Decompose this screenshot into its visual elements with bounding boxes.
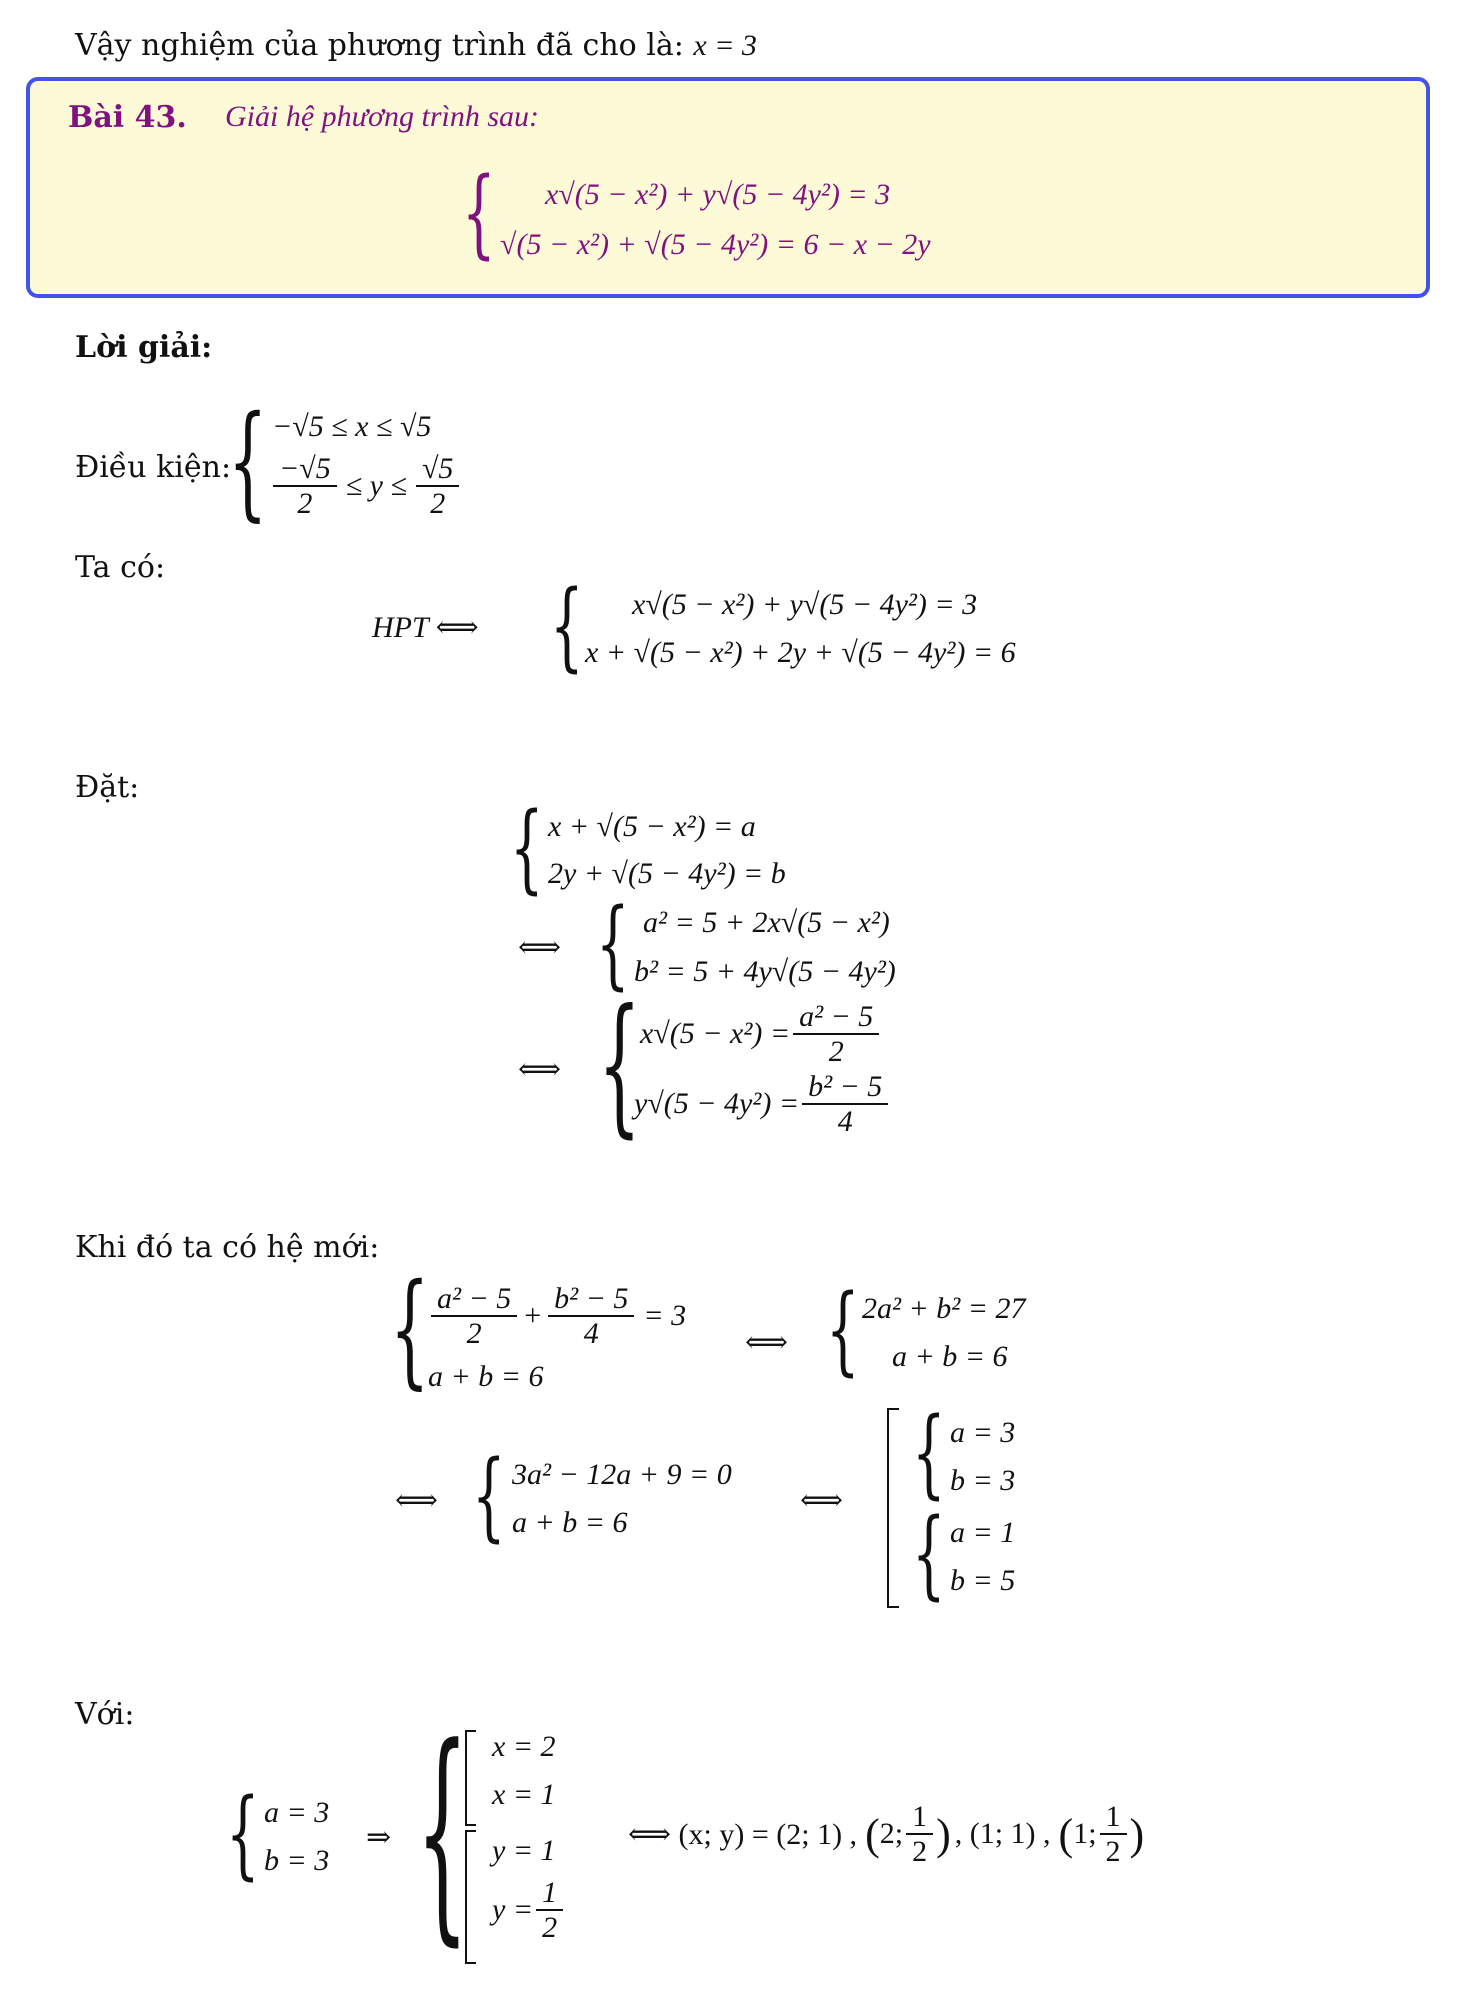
problem-prompt: Giải hệ phương trình sau: — [225, 100, 540, 133]
iff-4: ⟺ — [395, 1484, 439, 1517]
prod-eq2-den: 4 — [837, 1105, 853, 1138]
condition-2 — [270, 452, 462, 520]
with-big-brace: { — [416, 1699, 469, 1966]
q-eq1: 3a² − 12a + 9 = 0 — [512, 1458, 732, 1491]
iff-2: ⟺ — [518, 1053, 562, 1086]
taco-label: Ta có: — [75, 550, 166, 585]
dat-label: Đặt: — [75, 770, 140, 805]
ns-eq2: a + b = 6 — [428, 1360, 544, 1393]
y2 — [492, 1876, 566, 1944]
final-p4-num: 1 — [1100, 1800, 1127, 1835]
y1: y = 1 — [492, 1834, 556, 1867]
ns-r-brace: { — [826, 1274, 860, 1386]
condition-1: −√5 ≤ x ≤ √5 — [272, 410, 432, 443]
final-pre: ⟺ (x; y) = (2; 1) , — [628, 1817, 858, 1851]
prod-eq1-left: x√(5 − x²) = — [640, 1017, 791, 1050]
cond2-left-num: −√5 — [273, 452, 337, 487]
condition-brace: { — [228, 390, 268, 534]
prod-eq2 — [634, 1070, 891, 1138]
prod-eq1 — [640, 1000, 882, 1068]
with-label: Với: — [75, 1697, 135, 1732]
with-arrow: ⇒ — [366, 1821, 392, 1854]
ns-r2: a + b = 6 — [892, 1340, 1008, 1373]
cond2-right-num: √5 — [416, 452, 459, 487]
iff-3: ⟺ — [745, 1326, 789, 1359]
y-bracket — [465, 1830, 476, 1964]
hpt-label: HPT ⟺ — [372, 611, 479, 644]
y2-left: y = — [492, 1893, 534, 1926]
with-a: a = 3 — [264, 1796, 330, 1829]
hpt-eq2: x + √(5 − x²) + 2y + √(5 − 4y²) = 6 — [585, 636, 1016, 669]
ns-den1: 2 — [466, 1317, 482, 1350]
sol-b2: b = 5 — [950, 1564, 1016, 1597]
sol-b1: b = 3 — [950, 1464, 1016, 1497]
sol-a1: a = 3 — [950, 1416, 1016, 1449]
final-p2-den: 2 — [912, 1835, 928, 1868]
paren-open-1: ( — [865, 1809, 880, 1859]
paren-open-2: ( — [1058, 1809, 1074, 1859]
prod-eq1-den: 2 — [828, 1035, 844, 1068]
sol-brace-1: { — [912, 1397, 946, 1509]
dat-eq1: x + √(5 − x²) = a — [548, 810, 756, 843]
final-p2-num: 1 — [906, 1800, 933, 1835]
y2-num: 1 — [536, 1876, 563, 1911]
prod-eq1-num: a² − 5 — [793, 1000, 879, 1035]
hpt-eq1: x√(5 − x²) + y√(5 − 4y²) = 3 — [632, 588, 978, 621]
intro-math: x = 3 — [693, 29, 757, 62]
q-brace: { — [472, 1440, 506, 1552]
sq-eq2: b² = 5 + 4y√(5 − 4y²) — [634, 955, 896, 988]
ns-num2: b² − 5 — [548, 1282, 634, 1317]
problem-label: Bài 43. — [68, 100, 187, 135]
solution-bracket — [887, 1408, 899, 1608]
x1: x = 2 — [492, 1730, 556, 1763]
final-p2-left: 2; — [879, 1817, 904, 1850]
cond2-mid: ≤ y ≤ — [345, 469, 407, 502]
final-answer — [628, 1800, 1144, 1868]
y2-den: 2 — [542, 1911, 558, 1944]
paren-close-2: ) — [1129, 1809, 1145, 1859]
with-b: b = 3 — [264, 1844, 330, 1877]
final-p4-den: 2 — [1105, 1835, 1121, 1868]
x-bracket — [465, 1730, 476, 1826]
problem-eq1: x√(5 − x²) + y√(5 − 4y²) = 3 — [545, 178, 891, 211]
prod-brace: { — [598, 978, 641, 1152]
cond2-left-den: 2 — [297, 487, 313, 520]
ns-plus: + — [524, 1299, 542, 1332]
x2: x = 1 — [492, 1778, 556, 1811]
problem-eq2: √(5 − x²) + √(5 − 4y²) = 6 − x − 2y — [500, 228, 931, 261]
intro-line — [75, 28, 757, 63]
ns-num1: a² − 5 — [431, 1282, 517, 1317]
paren-close-1: ) — [936, 1809, 951, 1859]
problem-left-brace: { — [462, 157, 496, 269]
cond2-right-den: 2 — [430, 487, 446, 520]
ns-r1: 2a² + b² = 27 — [862, 1292, 1026, 1325]
dat-eq2: 2y + √(5 − 4y²) = b — [548, 857, 786, 890]
ns-eq1 — [428, 1282, 686, 1350]
sq-brace: { — [596, 888, 630, 1000]
new-system-label: Khi đó ta có hệ mới: — [75, 1230, 380, 1265]
sq-eq1: a² = 5 + 2x√(5 − x²) — [643, 906, 890, 939]
final-p4-left: 1; — [1073, 1817, 1097, 1850]
dat-brace: { — [510, 792, 544, 904]
ns-eq: = 3 — [643, 1299, 687, 1332]
intro-text: Vậy nghiệm của phương trình đã cho là: — [75, 28, 694, 63]
sol-brace-2: { — [912, 1498, 946, 1610]
iff-1: ⟺ — [518, 931, 562, 964]
prod-eq2-num: b² − 5 — [802, 1070, 888, 1105]
sol-a2: a = 1 — [950, 1516, 1016, 1549]
solution-heading: Lời giải: — [75, 330, 213, 365]
hpt-brace: { — [550, 570, 584, 682]
final-mid: , (1; 1) , — [954, 1817, 1051, 1850]
q-eq2: a + b = 6 — [512, 1506, 628, 1539]
ns-den2: 4 — [583, 1317, 599, 1350]
ns-brace: { — [390, 1258, 430, 1402]
with-brace: { — [226, 1778, 260, 1890]
iff-5: ⟺ — [800, 1484, 844, 1517]
condition-label: Điều kiện: — [75, 450, 232, 485]
prod-eq2-left: y√(5 − 4y²) = — [634, 1087, 800, 1120]
